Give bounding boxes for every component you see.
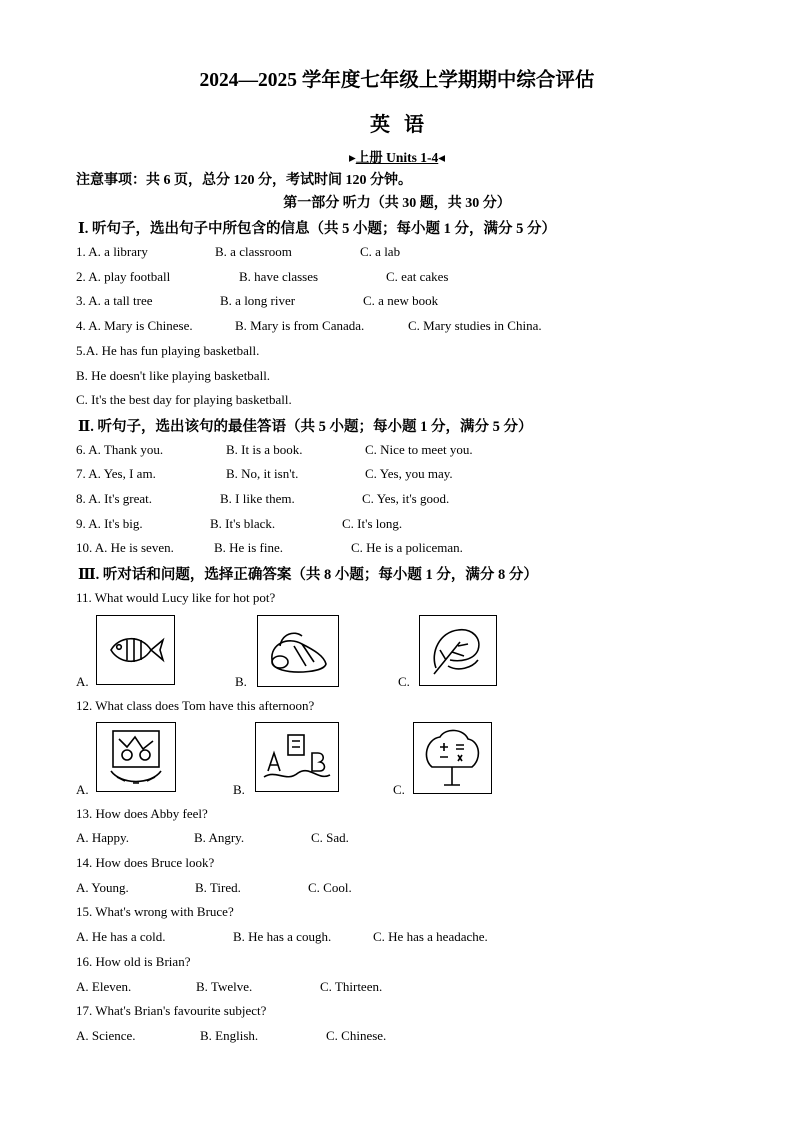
q16-option-a: A. Eleven. xyxy=(76,979,132,994)
english-icon xyxy=(255,722,339,792)
q1-option-b: B. a classroom xyxy=(215,244,292,259)
q14-option-a: A. Young. xyxy=(76,880,129,895)
units-text: 上册 Units 1-4 xyxy=(355,150,439,165)
q8-option-b: B. I like them. xyxy=(220,491,295,506)
q2-option-b: B. have classes xyxy=(239,269,319,284)
part-heading: 第一部分 听力（共 30 题，共 30 分） xyxy=(283,196,511,211)
q11-label-b: B. xyxy=(235,674,247,689)
q7-option-b: B. No, it isn't. xyxy=(226,466,299,481)
q15-stem: 15. What's wrong with Bruce? xyxy=(76,904,234,919)
q14-stem: 14. How does Bruce look? xyxy=(76,855,215,870)
q17-stem: 17. What's Brian's favourite subject? xyxy=(76,1003,267,1018)
q11-label-c: C. xyxy=(398,674,410,689)
q16-option-b: B. Twelve. xyxy=(196,979,253,994)
fish-icon xyxy=(96,615,175,685)
q17-option-a: A. Science. xyxy=(76,1028,136,1043)
section-3-heading: Ⅲ. 听对话和问题，选择正确答案（共 8 小题；每小题 1 分，满分 8 分） xyxy=(78,567,538,583)
q2-option-a: 2. A. play football xyxy=(76,269,171,284)
section-1-heading: Ⅰ. 听句子，选出句子中所包含的信息（共 5 小题；每小题 1 分，满分 5 分） xyxy=(78,221,557,237)
q6-option-b: B. It is a book. xyxy=(226,442,303,457)
q3-option-c: C. a new book xyxy=(363,293,439,308)
section-2-heading: Ⅱ. 听句子，选出该句的最佳答语（共 5 小题；每小题 1 分，满分 5 分） xyxy=(78,419,533,435)
q12-stem: 12. What class does Tom have this afternoon? xyxy=(76,698,315,713)
q15-option-b: B. He has a cough. xyxy=(233,929,332,944)
vegetable-icon xyxy=(419,615,497,686)
units-label: ▸上册 Units 1-4◂ xyxy=(348,150,446,165)
q12-label-a: A. xyxy=(76,782,89,797)
q4-option-c: C. Mary studies in China. xyxy=(408,318,542,333)
q15-option-c: C. He has a headache. xyxy=(373,929,488,944)
math-icon xyxy=(413,722,492,794)
q4-option-a: 4. A. Mary is Chinese. xyxy=(76,318,193,333)
q7-option-c: C. Yes, you may. xyxy=(365,466,453,481)
q10-option-c: C. He is a policeman. xyxy=(351,540,463,555)
q5-option-a: 5.A. He has fun playing basketball. xyxy=(76,343,260,358)
q8-option-a: 8. A. It's great. xyxy=(76,491,152,506)
q12-label-c: C. xyxy=(393,782,405,797)
meat-icon xyxy=(257,615,339,687)
q16-option-c: C. Thirteen. xyxy=(320,979,383,994)
notice: 注意事项：共 6 页，总分 120 分，考试时间 120 分钟。 xyxy=(76,173,412,188)
q8-option-c: C. Yes, it's good. xyxy=(362,491,450,506)
q17-option-c: C. Chinese. xyxy=(326,1028,387,1043)
art-icon xyxy=(96,722,176,792)
q10-option-b: B. He is fine. xyxy=(214,540,283,555)
q9-option-c: C. It's long. xyxy=(342,516,403,531)
q13-option-a: A. Happy. xyxy=(76,830,129,845)
q2-option-c: C. eat cakes xyxy=(386,269,449,284)
q17-option-b: B. English. xyxy=(200,1028,259,1043)
q11-label-a: A. xyxy=(76,674,89,689)
q15-option-a: A. He has a cold. xyxy=(76,929,166,944)
q16-stem: 16. How old is Brian? xyxy=(76,954,191,969)
q5-option-b: B. He doesn't like playing basketball. xyxy=(76,368,271,383)
q6-option-a: 6. A. Thank you. xyxy=(76,442,164,457)
q1-option-a: 1. A. a library xyxy=(76,244,148,259)
q7-option-a: 7. A. Yes, I am. xyxy=(76,466,156,481)
exam-title: 2024—2025 学年度七年级上学期期中综合评估 xyxy=(199,70,595,91)
q4-option-b: B. Mary is from Canada. xyxy=(235,318,365,333)
q11-stem: 11. What would Lucy like for hot pot? xyxy=(76,590,276,605)
subject-title: 英语 xyxy=(370,114,438,136)
q1-option-c: C. a lab xyxy=(360,244,401,259)
q10-option-a: 10. A. He is seven. xyxy=(76,540,174,555)
q3-option-a: 3. A. a tall tree xyxy=(76,293,153,308)
q13-option-b: B. Angry. xyxy=(194,830,245,845)
q13-option-c: C. Sad. xyxy=(311,830,349,845)
q3-option-b: B. a long river xyxy=(220,293,296,308)
q6-option-c: C. Nice to meet you. xyxy=(365,442,473,457)
q12-label-b: B. xyxy=(233,782,245,797)
q14-option-b: B. Tired. xyxy=(195,880,241,895)
q9-option-b: B. It's black. xyxy=(210,516,276,531)
q13-stem: 13. How does Abby feel? xyxy=(76,806,208,821)
q14-option-c: C. Cool. xyxy=(308,880,352,895)
q9-option-a: 9. A. It's big. xyxy=(76,516,143,531)
q5-option-c: C. It's the best day for playing basketball. xyxy=(76,392,292,407)
